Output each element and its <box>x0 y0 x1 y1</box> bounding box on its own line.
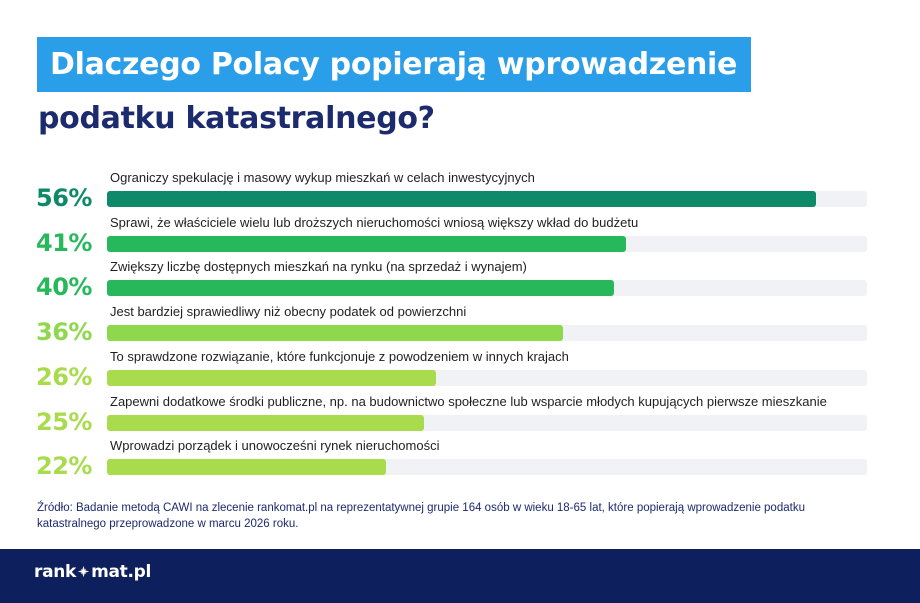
bar-category-label: Wprowadzi porządek i unowocześni rynek nieruchomości <box>110 438 440 454</box>
bar-track <box>107 415 867 431</box>
bar-track <box>107 236 867 252</box>
logo-star-icon <box>77 565 90 578</box>
bar <box>107 459 386 475</box>
bar-category-label: To sprawdzone rozwiązanie, które funkcjonuje z powodzeniem w innych krajach <box>110 348 569 364</box>
bar-category-label: Zwiększy liczbę dostępnych mieszkań na rynku (na sprzedaż i wynajem) <box>110 259 527 275</box>
bar-track <box>107 459 867 475</box>
rankomat-logo[interactable] <box>34 562 151 582</box>
chart-title-line2: podatku katastralnego? <box>38 101 435 136</box>
bar-value-label: 22% <box>36 452 92 481</box>
bar <box>107 280 614 296</box>
bar-value-label: 36% <box>36 318 92 347</box>
bar-track <box>107 191 867 207</box>
bar <box>107 325 563 341</box>
bar-row <box>0 259 920 303</box>
bar <box>107 236 626 252</box>
bar-value-label: 41% <box>36 228 92 257</box>
bar-track <box>107 370 867 386</box>
bar-row <box>0 438 920 482</box>
bar-category-label: Sprawi, że właściciele wielu lub droższych nieruchomości wniosą większy wkład do budżetu <box>110 214 639 230</box>
bar-category-label: Ograniczy spekulację i masowy wykup mieszkań w celach inwestycyjnych <box>110 170 535 185</box>
bar-value-label: 40% <box>36 273 92 302</box>
bar-row <box>0 349 920 393</box>
bar-value-label: 56% <box>36 184 92 212</box>
bar-row <box>0 304 920 348</box>
bar-row <box>0 394 920 438</box>
footer-bar <box>0 549 920 603</box>
bar-value-label: 25% <box>36 407 92 436</box>
bar-category-label: Zapewni dodatkowe środki publiczne, np. na budownictwo społeczne lub wsparcie młodych kupujących pierwsze mieszkanie <box>110 393 827 409</box>
bar-category-label: Jest bardziej sprawiedliwy niż obecny podatek od powierzchni <box>110 304 467 320</box>
bar <box>107 191 816 207</box>
chart-title-line1: Dlaczego Polacy popierają wprowadzenie <box>50 47 738 82</box>
logo-text-suffix: mat.pl <box>91 562 152 582</box>
bar-row <box>0 170 920 214</box>
bar <box>107 415 424 431</box>
source-note: Źródło: Badanie metodą CAWI na zlecenie rankomat.pl na reprezentatywnej grupie 164 osób w wieku 18-65 lat, które popierają wprowadzenie podatku katastralnego przeprowadzone w marcu 2026 roku. <box>37 502 805 530</box>
bar-track <box>107 325 867 341</box>
bar-track <box>107 280 867 296</box>
bar-row <box>0 215 920 259</box>
bar-value-label: 26% <box>36 362 92 391</box>
logo-text-prefix: rank <box>34 562 77 582</box>
bar <box>107 370 436 386</box>
